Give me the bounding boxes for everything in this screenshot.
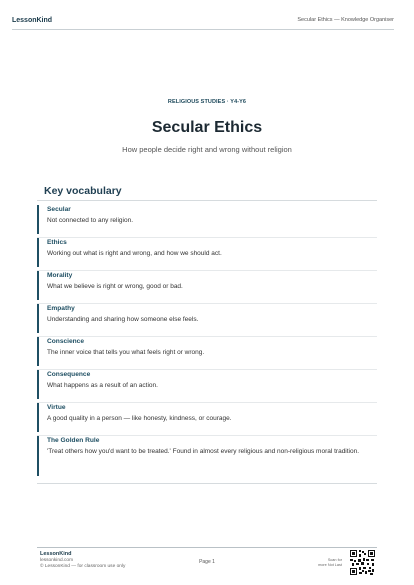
vocab-term: Consequence <box>47 371 91 378</box>
vocab-term: Empathy <box>47 305 75 312</box>
vocab-definition: A good quality in a person — like honesty, kindness, or courage. <box>47 415 232 422</box>
scan-caption-line1: Scan for <box>327 558 342 562</box>
vocab-definition: Working out what is right and wrong, and how we should act. <box>47 250 222 257</box>
vocab-item-virtue <box>37 403 377 432</box>
vocab-definition: Understanding and sharing how someone else feels. <box>47 316 199 323</box>
page-subtitle: How people decide right and wrong without religion <box>122 145 292 154</box>
vocab-item-empathy <box>37 304 377 333</box>
scan-caption-line2: more Not Last <box>318 563 342 567</box>
vocab-term: The Golden Rule <box>47 437 100 444</box>
vocab-definition: What we believe is right or wrong, good or bad. <box>47 283 183 290</box>
vocab-item-ethics <box>37 238 377 267</box>
vocab-term: Virtue <box>47 404 66 411</box>
section-heading-vocabulary: Key vocabulary <box>44 185 122 197</box>
page-title: Secular Ethics <box>151 119 263 136</box>
vocab-term: Secular <box>47 206 71 213</box>
vocab-definition: What happens as a result of an action. <box>47 382 158 389</box>
vocab-item-secular <box>37 205 377 234</box>
vocab-definition: 'Treat others how you'd want to be treated.' Found in almost every religious and non-religious moral tradition. <box>47 448 360 455</box>
header-doc-title: Secular Ethics — Knowledge Organiser <box>297 17 394 23</box>
page-header <box>12 13 394 27</box>
vocab-term: Ethics <box>47 239 67 246</box>
section-divider <box>37 200 377 201</box>
footer-copyright: © LessonKind — for classroom use only <box>40 564 126 569</box>
section-end-divider <box>37 483 377 484</box>
header-divider <box>12 29 394 30</box>
vocab-definition: Not connected to any religion. <box>47 217 133 224</box>
header-brand[interactable]: LessonKind <box>12 16 53 24</box>
vocab-item-consequence <box>37 370 377 399</box>
scan-caption <box>302 558 342 568</box>
vocab-definition: The inner voice that tells you what feels right or wrong. <box>47 349 205 356</box>
vocab-item-conscience <box>37 337 377 366</box>
vocab-term: Morality <box>47 272 73 279</box>
footer-divider <box>37 547 377 548</box>
vocab-item-morality <box>37 271 377 300</box>
page-number: Page 1 <box>199 559 215 565</box>
footer-site-link[interactable]: lessonkind.com <box>40 558 74 563</box>
footer-brand: LessonKind <box>40 551 72 557</box>
qr-code-icon[interactable] <box>350 550 375 575</box>
subject-eyebrow: RELIGIOUS STUDIES · Y4-Y6 <box>167 99 247 105</box>
vocab-term: Conscience <box>47 338 85 345</box>
vocab-item-golden-rule <box>37 436 377 476</box>
